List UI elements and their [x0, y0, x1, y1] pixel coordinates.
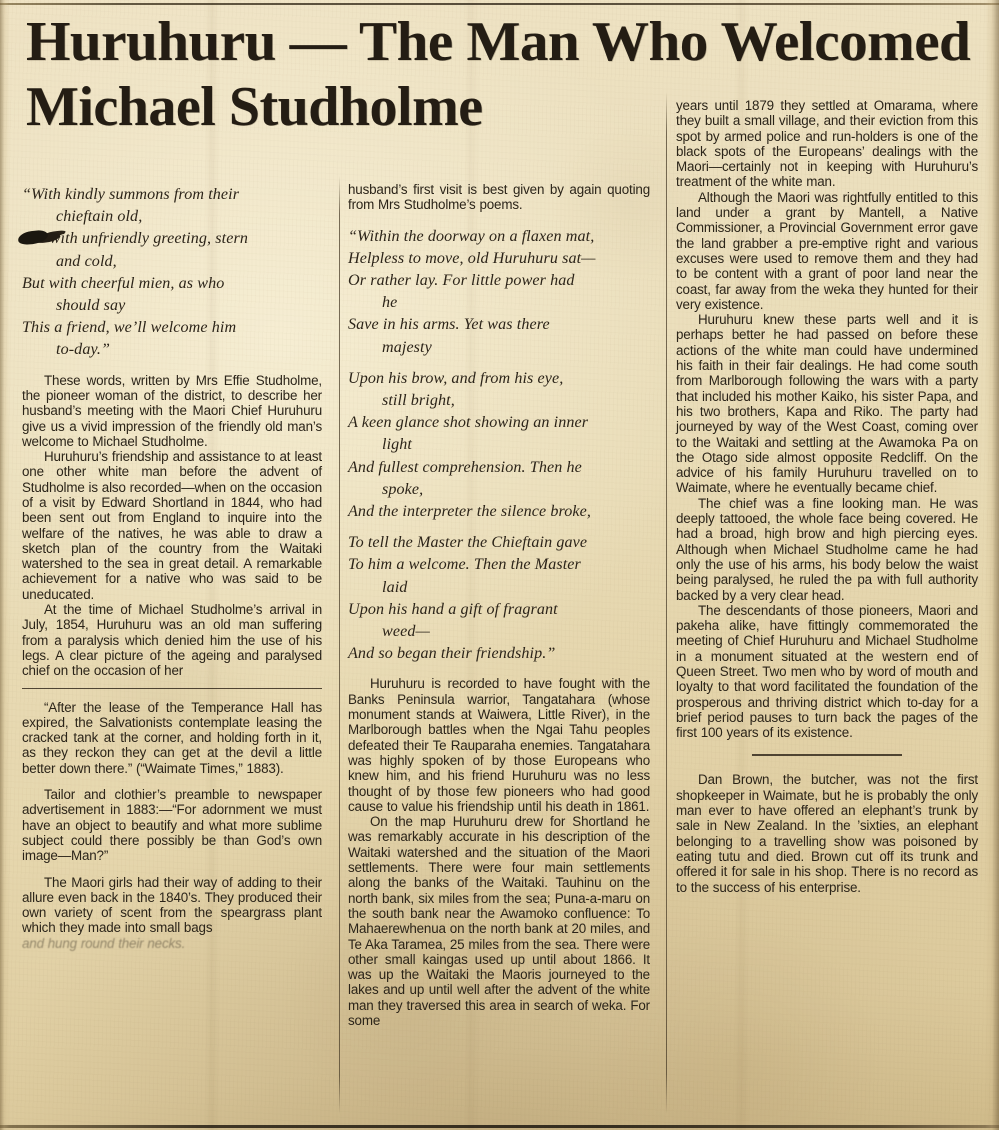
top-border-rule: [0, 3, 999, 5]
column-2: [348, 182, 650, 1028]
column3-paragraph-3: Huruhuru knew these parts well and it is perhaps better he had passed on before these actions of the white man could have undermined his faith in their fair dealings. He had come south from Marlborough following the wars with a party that included his mother Kaiko, his sister Papa, and his two brothers, Kapa and Riko. The party had journeyed by way of the West Coast, coming over to the Waitaki and settling at the Awamoka Pa on the Otago side almost opposite Redcliff. On the advice of his family Huruhuru travelled on to Waimate, where he eventually became chief.: [676, 312, 978, 496]
column2-continuation-paragraph: husband’s first visit is best given by again quoting from Mrs Studholme’s poems.: [348, 182, 650, 213]
poem2-line-12: And so began their friendship.”: [348, 645, 556, 663]
poem2-line-1: “Within the doorway on a flaxen mat,: [348, 227, 595, 245]
poem2-line-6b: light: [382, 436, 413, 454]
column-1: [22, 184, 322, 951]
column2-paragraph-2: On the map Huruhuru drew for Shortland he was remarkably accurate in his description of the Waitaki watershed and the situation of the Maori settlements. There were four main settlements along the banks of the Waitaki. Tauhinu on the north bank, six miles from the sea; Puna-a-maru on the south bank near the Awamoko confluence: To Mahaerewhenua on the north bank at 20 miles, and Te Aka Taramea, 25 miles from the sea. There were other small kaingas used up until about 1866. It was up the Waitaki the Maoris journeyed to the lakes and up until well after the advent of the white man they traversed this area in search of weka. For some: [348, 814, 650, 1028]
right-paper-edge: [985, 0, 999, 1130]
poem1-line-2: [22, 228, 322, 250]
column-divider-1: [339, 176, 340, 1114]
poem2-stanza-gap-2: [348, 523, 650, 532]
column1-filler-1: “After the lease of the Temperance Hall has expired, the Salvationists contemplate leasing the cracked tank at the corner, and holding forth in it, as they reckon they can get at the devil a little better down there.” (“Waimate Times,” 1883).: [22, 699, 322, 776]
column3-paragraph-1: years until 1879 they settled at Omarama, where they built a small village, and their eviction from this spot by armed police and run-holders is one of the black spots of the Europeans’ dealings with the Maori—certainly not in keeping with Huruhuru’s treatment of the white man.: [676, 98, 978, 190]
poem2-line-3: Or rather lay. For little power had: [348, 272, 575, 289]
column-divider-2: [666, 92, 667, 1114]
poem1-line-3: But with cheerful mien, as who: [22, 274, 225, 292]
poem1-line-1: “With kindly summons from their: [22, 186, 240, 203]
poem2-line-11: Upon his hand a gift of fragrant: [348, 600, 558, 618]
poem2-line-7b: spoke,: [382, 480, 424, 498]
column3-filler-1: Dan Brown, the butcher, was not the first shopkeeper in Waimate, but he is probably the only man ever to have offered an elephant’s trunk by sale in New Zealand. In the ’sixties, an elephant belonging to a travelling show was poisoned by eating tutu and died. Brown cut off its trunk and offered it for sale in his shop. There is no record as to the success of his enterprise.: [676, 772, 978, 895]
column2-paragraph-1: Huruhuru is recorded to have fought with the Banks Peninsula warrior, Tangatahara (whose monument stands at Waiwera, Little River), in the Marlborough battles when the Ngai Tahu peoples defeated their Te Rauparaha enemies. Tangatahara was highly spoken of by those Europeans who knew him, and his friend Huruhuru was no less thought of by those few pioneers who had good cause to value his friendship until his death in 1861.: [348, 676, 650, 814]
ink-blot-overlay: [22, 228, 46, 250]
poem1-line-4b: to-day.”: [56, 341, 111, 359]
poem-studholme-welcome: [22, 184, 322, 362]
poem2-line-9: To tell the Master the Chieftain gave: [348, 534, 588, 552]
poem2-line-10b: laid: [382, 578, 408, 596]
poem2-line-4: Save in his arms. Yet was there: [348, 316, 550, 334]
masthead: [26, 11, 974, 139]
poem2-line-11b: weed—: [382, 623, 430, 641]
poem-within-the-doorway: [348, 226, 650, 666]
column3-short-divider-rule: [752, 754, 902, 756]
poem1-line-3b: should say: [56, 297, 126, 315]
poem2-stanza-gap-1: [348, 359, 650, 368]
poem1-line-2b: and cold,: [56, 252, 117, 270]
column3-paragraph-5: The descendants of those pioneers, Maori and pakeha alike, have fittingly commemorated the meeting of Chief Huruhuru and Michael Studholme in a monument situated at the western end of Queen Street. Two men who by word of mouth and loyalty to that word facilitated the foundation of the prosperous and thriving district which to-day for a brief period pauses to turn back the pages of the first 100 years of its existence.: [676, 602, 978, 741]
poem2-line-5: Upon his brow, and from his eye,: [348, 369, 564, 387]
bottom-border-rule: [0, 1125, 999, 1128]
poem1-line-2-text: with unfriendly greeting, stern: [49, 230, 248, 248]
headline-line-1: Huruhuru — The Man Who Welcomed: [26, 11, 971, 73]
poem2-line-7: And fullest comprehension. Then he: [348, 458, 582, 476]
poem2-line-6: A keen glance shot showing an inner: [348, 414, 589, 432]
poem2-line-10: To him a welcome. Then the Master: [348, 556, 581, 574]
column1-paragraph-3: At the time of Michael Studholme’s arrival in July, 1854, Huruhuru was an old man suffering from a paralysis which denied him the use of his legs. A clear picture of the ageing and paralysed chief on the occasion of her: [22, 602, 322, 679]
poem2-line-3b: he: [382, 294, 398, 312]
poem1-line-1b: chieftain old,: [56, 208, 143, 226]
column1-paragraph-1: These words, written by Mrs Effie Studholme, the pioneer woman of the district, to describe her husband’s meeting with the Maori Chief Huruhuru give us a vivid impression of the friendly old man’s welcome to Michael Studholme.: [22, 372, 322, 449]
column1-divider-rule: [22, 688, 322, 689]
column3-paragraph-4: The chief was a fine looking man. He was deeply tattooed, the whole face being covered. He had a broad, high brow and high piercing eyes. Although when Michael Studholme came he had only the use of his arms, his body below the waist being paralysed, he ruled the pa with full authority backed by a very clear head.: [676, 495, 978, 603]
poem2-line-2: Helpless to move, old Huruhuru sat—: [348, 249, 596, 267]
poem2-line-5b: still bright,: [382, 392, 455, 410]
headline-line-2: Michael Studholme: [26, 76, 483, 139]
column1-filler-3-faded-line: and hung round their necks.: [22, 935, 186, 951]
column-3: [676, 98, 978, 895]
column3-paragraph-2: Although the Maori was rightfully entitled to this land under a grant by Mantell, a Native Commissioner, a Provincial Government error gave the land grabber a pre-emptive right and various excuses were used to remove them and they had to be content with a grant of poor land near the coast, far away from the weka they hunted for their very existence.: [676, 189, 978, 312]
left-paper-edge: [0, 0, 10, 1130]
column1-filler-3: The Maori girls had their way of adding to their allure even back in the 1840’s. They produced their own variety of scent from the speargrass plant which they made into small bags: [22, 874, 322, 936]
poem1-line-4: This a friend, we’ll welcome him: [22, 319, 237, 337]
column1-filler-2: Tailor and clothier’s preamble to newspaper advertisement in 1883:—“For adornment we must have an object to beautify and what more sublime subject could there possibly be than God’s own image—Man?”: [22, 787, 322, 864]
column1-paragraph-2: Huruhuru’s friendship and assistance to at least one other white man before the advent of Studholme is also recorded—when on the occasion of a visit by Edward Shortland in 1844, who had been sent out from England to inquire into the welfare of the natives, he was able to draw a sketch plan of the country from the Waitaki watershed to the sea in great detail. A remarkable achievement for a native who was said to be uneducated.: [22, 449, 322, 602]
poem2-line-4b: majesty: [382, 338, 432, 356]
poem2-line-8: And the interpreter the silence broke,: [348, 503, 592, 521]
